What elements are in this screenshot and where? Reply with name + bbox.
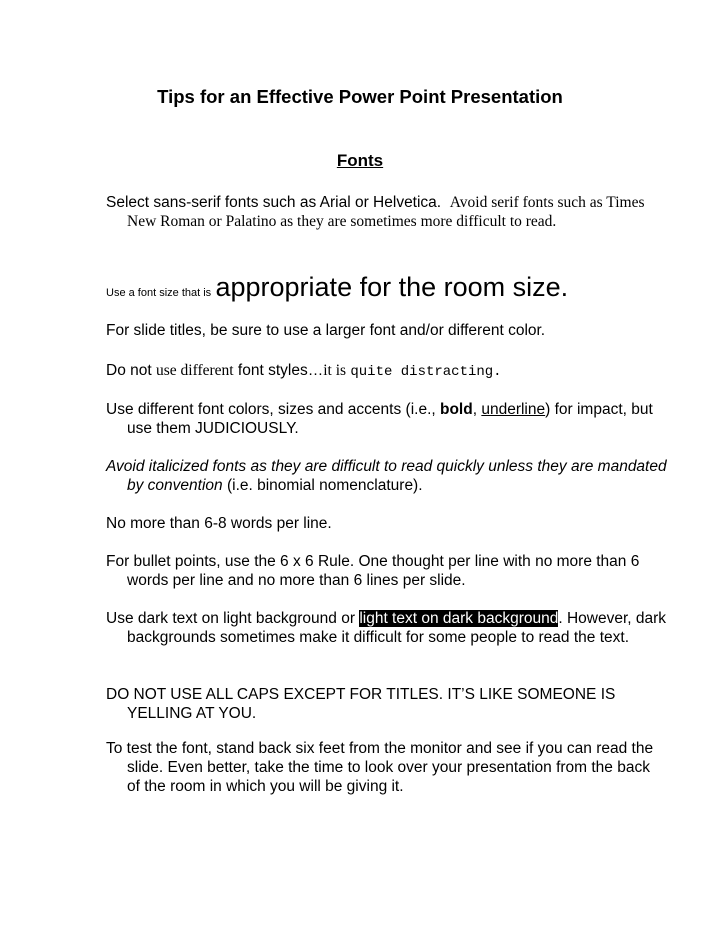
- tip-font-accents: [106, 400, 667, 438]
- section-heading-fonts: Fonts: [336, 151, 384, 170]
- tip-contrast-inverse-text: light text on dark background: [359, 610, 559, 627]
- tip-italics: [106, 457, 667, 495]
- tip-styles-part-e: it is: [323, 362, 347, 379]
- tip-italics-rest: (i.e. binomial nomenclature).: [226, 477, 423, 494]
- tip-styles-part-d: styles…: [268, 362, 324, 379]
- tip-accents-underline: underline: [481, 401, 546, 418]
- tip-font-family-serif-text: Avoid serif fonts such as Times New Roman or Palatino as they are sometimes more difficult to read.: [127, 194, 645, 230]
- tip-all-caps: DO NOT USE ALL CAPS EXCEPT FOR TITLES. IT’S LIKE SOMEONE IS YELLING AT YOU.: [106, 686, 616, 722]
- tip-font-size-large-text: appropriate for the room size.: [215, 272, 569, 302]
- tip-accents-text-b: ) for impact, but use them JUDICIOUSLY.: [127, 401, 653, 437]
- tip-words-per-line: No more than 6-8 words per line.: [106, 515, 332, 532]
- tip-font-family-sans-text: Select sans-serif fonts such as Arial or Helvetica.: [106, 194, 442, 211]
- tip-styles-part-b: use different: [155, 362, 234, 379]
- tip-styles-part-c: font: [237, 362, 264, 379]
- tip-font-size: [106, 270, 667, 310]
- tip-contrast-text-a: Use dark text on light background or: [106, 610, 355, 627]
- tip-font-size-small-text: Use a font size that is: [106, 287, 212, 299]
- tip-font-styles: [106, 361, 667, 382]
- tip-contrast-text-b: . However, dark backgrounds sometimes make it difficult for some people to read the text.: [127, 610, 667, 646]
- tip-slide-titles: For slide titles, be sure to use a larger font and/or different color.: [106, 322, 546, 339]
- tip-test-font: To test the font, stand back six feet from the monitor and see if you can read the slide. Even better, take the time to look over your presentation from the back of the room in which you will be giving it.: [106, 740, 654, 795]
- tip-styles-part-f: quite distracting.: [350, 364, 502, 380]
- tip-styles-part-a: Do not: [106, 362, 152, 379]
- tip-accents-comma: ,: [472, 401, 478, 418]
- document-title: Tips for an Effective Power Point Presentation: [157, 86, 563, 107]
- tip-italics-italic-text: Avoid italicized fonts as they are difficult to read quickly unless they are mandated by convention: [106, 458, 667, 494]
- tip-font-family: [106, 193, 667, 231]
- tip-accents-text-a: Use different font colors, sizes and accents (i.e.,: [106, 401, 436, 418]
- tip-six-by-six-rule: For bullet points, use the 6 x 6 Rule. One thought per line with no more than 6 words per line and no more than 6 lines per slide.: [106, 553, 640, 589]
- tip-contrast: [106, 609, 667, 647]
- tip-accents-bold: bold: [440, 401, 473, 418]
